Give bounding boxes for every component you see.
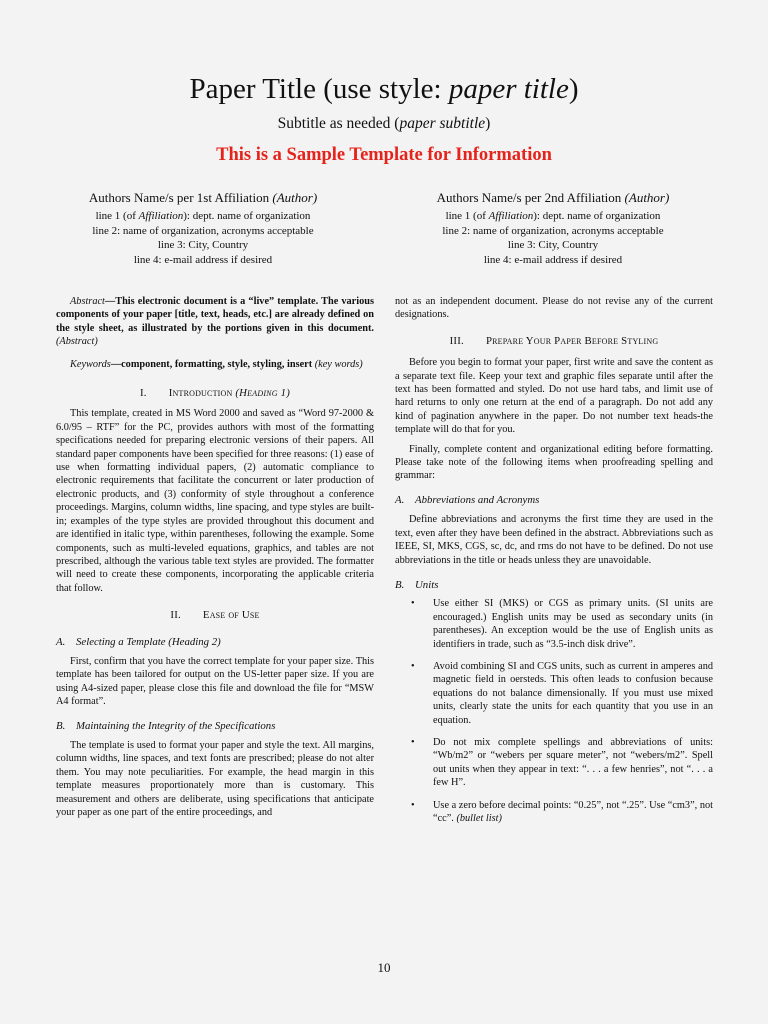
subsection-title: Abbreviations and Acronyms [415, 493, 540, 506]
section-number: II. [170, 609, 181, 622]
list-item [395, 736, 713, 790]
sample-heading: This is a Sample Template for Information [216, 145, 552, 165]
affiliation-line-1-italic: Affiliation [488, 210, 534, 222]
subsection-heading-abbrev [395, 494, 713, 507]
title-close: ) [568, 73, 579, 105]
affiliation-line-2: line 2: name of organization, acronyms acceptable [442, 224, 664, 237]
keywords-tag: (key words) [314, 358, 363, 370]
section-tag: (Heading 1) [235, 387, 290, 400]
subsection-letter: B. [395, 578, 405, 591]
affiliation-line-1-pre: line 1 (of [445, 210, 489, 222]
author-block-1 [38, 189, 368, 267]
subtitle-italic: paper subtitle [399, 115, 486, 132]
affiliation-line-4: line 4: e-mail address if desired [133, 253, 273, 266]
section-heading-3 [395, 335, 713, 348]
subsection-letter: A. [395, 493, 405, 506]
keywords-label: Keywords [70, 358, 111, 370]
integrity-paragraph: The template is used to format your paper and style the text. All margins, column widths, line spaces, and text fonts are prescribed; please do not alter them. You may note peculiarities. For example, the head margin in this template measures proportionately more than is customary. This measurement and others are deliberate, using specifications that anticipate your paper as one part of the entire proceedings, and [56, 739, 374, 818]
bullet-icon: • [411, 598, 415, 610]
page-number: 10 [377, 960, 391, 975]
subsection-heading-units [395, 579, 713, 592]
affiliation-line-3: line 3: City, Country [157, 239, 249, 252]
author-name [38, 189, 368, 206]
abstract-tag: (Abstract) [56, 336, 98, 348]
continued-paragraph: not as an independent document. Please do not revise any of the current designations. [395, 296, 713, 321]
author-name-text: Authors Name/s per 1st Affiliation [88, 190, 273, 205]
affiliation-line-3: line 3: City, Country [507, 239, 599, 252]
subsection-heading-a [56, 636, 374, 649]
section-number: III. [449, 334, 464, 347]
abstract [56, 295, 374, 349]
left-column [56, 295, 374, 819]
paper-subtitle [0, 114, 768, 134]
bullet-icon: • [411, 736, 415, 748]
styling-paragraph-1: Before you begin to format your paper, first write and save the content as a separate text file. Keep your text and graphic files separate until after the text has been formatted and styled. Do not use hard tabs, and limit use of hard returns to only one return at the end of a paragraph. Do not add any kind of pagination anywhere in the paper. Do not number text heads-the template will do that for you. [395, 357, 713, 436]
author-name-text: Authors Name/s per 2nd Affiliation [436, 190, 625, 205]
subsection-letter: A. [56, 635, 66, 648]
units-bullet-list [395, 597, 713, 825]
author-name [388, 189, 718, 206]
affiliation-line-1 [388, 209, 718, 224]
list-item [395, 597, 713, 651]
paper-title [0, 72, 768, 106]
template-paragraph: First, confirm that you have the correct template for your paper size. This template has been tailored for output on the US-letter paper size. If you are using A4-sized paper, please close this file and download the file for “MSW A4 format”. [56, 655, 374, 708]
subsection-title: Maintaining the Integrity of the Specifications [76, 719, 276, 732]
author-role: (Author) [272, 190, 318, 205]
affiliation-line-1-italic: Affiliation [138, 210, 184, 222]
subtitle-main: Subtitle as needed ( [277, 115, 400, 132]
keywords-text: —component, formatting, style, styling, insert [110, 358, 315, 370]
title-italic: paper title [448, 73, 569, 105]
section-title: Prepare Your Paper Before Styling [485, 334, 659, 347]
section-number: I. [140, 387, 147, 400]
list-item-text: Do not mix complete spellings and abbreviations of units: “Wb/m2” or “webers per square meter”, not “webers/m2”. Spell out units when they appear in text: “. . . a few henries”, not “. . . a few H”. [433, 736, 713, 789]
bullet-icon: • [411, 799, 415, 811]
intro-paragraph: This template, created in MS Word 2000 and saved as “Word 97-2000 & 6.0/95 – RTF” for the PC, provides authors with most of the formatting specifications needed for preparing electronic versions of their papers. All standard paper components have been specified for three reasons: (1) ease of use when formatting individual papers, (2) automatic compliance to electronic requirements that facilitate the concurrent or later production of electronic products, and (3) conformity of style throughout a conference proceedings. Margins, column widths, line spacing, and type styles are built-in; examples of the type styles are provided throughout this document and are identified in italic type, within parentheses, following the example. Some components, such as multi-leveled equations, graphics, and tables are not prescribed, although the various table text styles are provided. The formatter will need to create these components, incorporating the applicable criteria that follow. [56, 408, 374, 594]
author-block-2 [388, 189, 718, 267]
right-column [395, 295, 713, 825]
affiliation-line-1-post: ): dept. name of organization [533, 210, 661, 222]
styling-paragraph-2: Finally, complete content and organizational editing before formatting. Please take note of the following items when proofreading spelling and grammar: [395, 443, 713, 482]
list-item [395, 660, 713, 727]
affiliation-line-1 [38, 209, 368, 224]
abstract-label: Abstract [70, 296, 105, 307]
subsection-title: Units [415, 578, 439, 591]
subtitle-close: ) [485, 115, 491, 132]
list-item-tag: (bullet list) [456, 813, 502, 824]
section-title: Introduction [168, 387, 236, 400]
subsection-heading-b [56, 720, 374, 733]
affiliation-line-4: line 4: e-mail address if desired [483, 253, 623, 266]
list-item-text: Use either SI (MKS) or CGS as primary units. (SI units are encouraged.) English units may be used as secondary units (in parentheses). An exception would be the use of English units as identifiers in trade, such as “3.5-inch disk drive”. [433, 598, 713, 650]
abbrev-paragraph: Define abbreviations and acronyms the first time they are used in the text, even after they have been defined in the abstract. Abbreviations such as IEEE, SI, MKS, CGS, sc, dc, and rms do not have to be defined. Do not use abbreviations in the title or heads unless they are unavoidable. [395, 514, 713, 566]
author-role: (Author) [624, 190, 670, 205]
subsection-letter: B. [56, 719, 66, 732]
bullet-icon: • [411, 660, 415, 672]
section-heading-1 [56, 387, 374, 400]
subsection-title: Selecting a Template (Heading 2) [76, 635, 221, 648]
affiliation-line-1-post: ): dept. name of organization [183, 210, 311, 222]
affiliation-line-2: line 2: name of organization, acronyms acceptable [92, 224, 314, 237]
title-main: Paper Title (use style: [189, 73, 449, 105]
affiliation-line-1-pre: line 1 (of [95, 210, 139, 222]
keywords [56, 358, 374, 371]
list-item-text: Use a zero before decimal points: “0.25”, not “.25”. Use “cm3”, not “cc”. [433, 799, 713, 824]
list-item-text: Avoid combining SI and CGS units, such as current in amperes and magnetic field in oersteds. This often leads to confusion because equations do not balance dimensionally. If you must use mixed units, clearly state the units for each quantity that you use in an equation. [433, 660, 713, 726]
section-title: Ease of Use [202, 609, 260, 622]
list-item [395, 799, 713, 826]
abstract-text: —This electronic document is a “live” template. The various components of your paper [title, text, heads, etc.] are already defined on the style sheet, as illustrated by the portions given in this document. [56, 296, 374, 334]
section-heading-2 [56, 609, 374, 622]
